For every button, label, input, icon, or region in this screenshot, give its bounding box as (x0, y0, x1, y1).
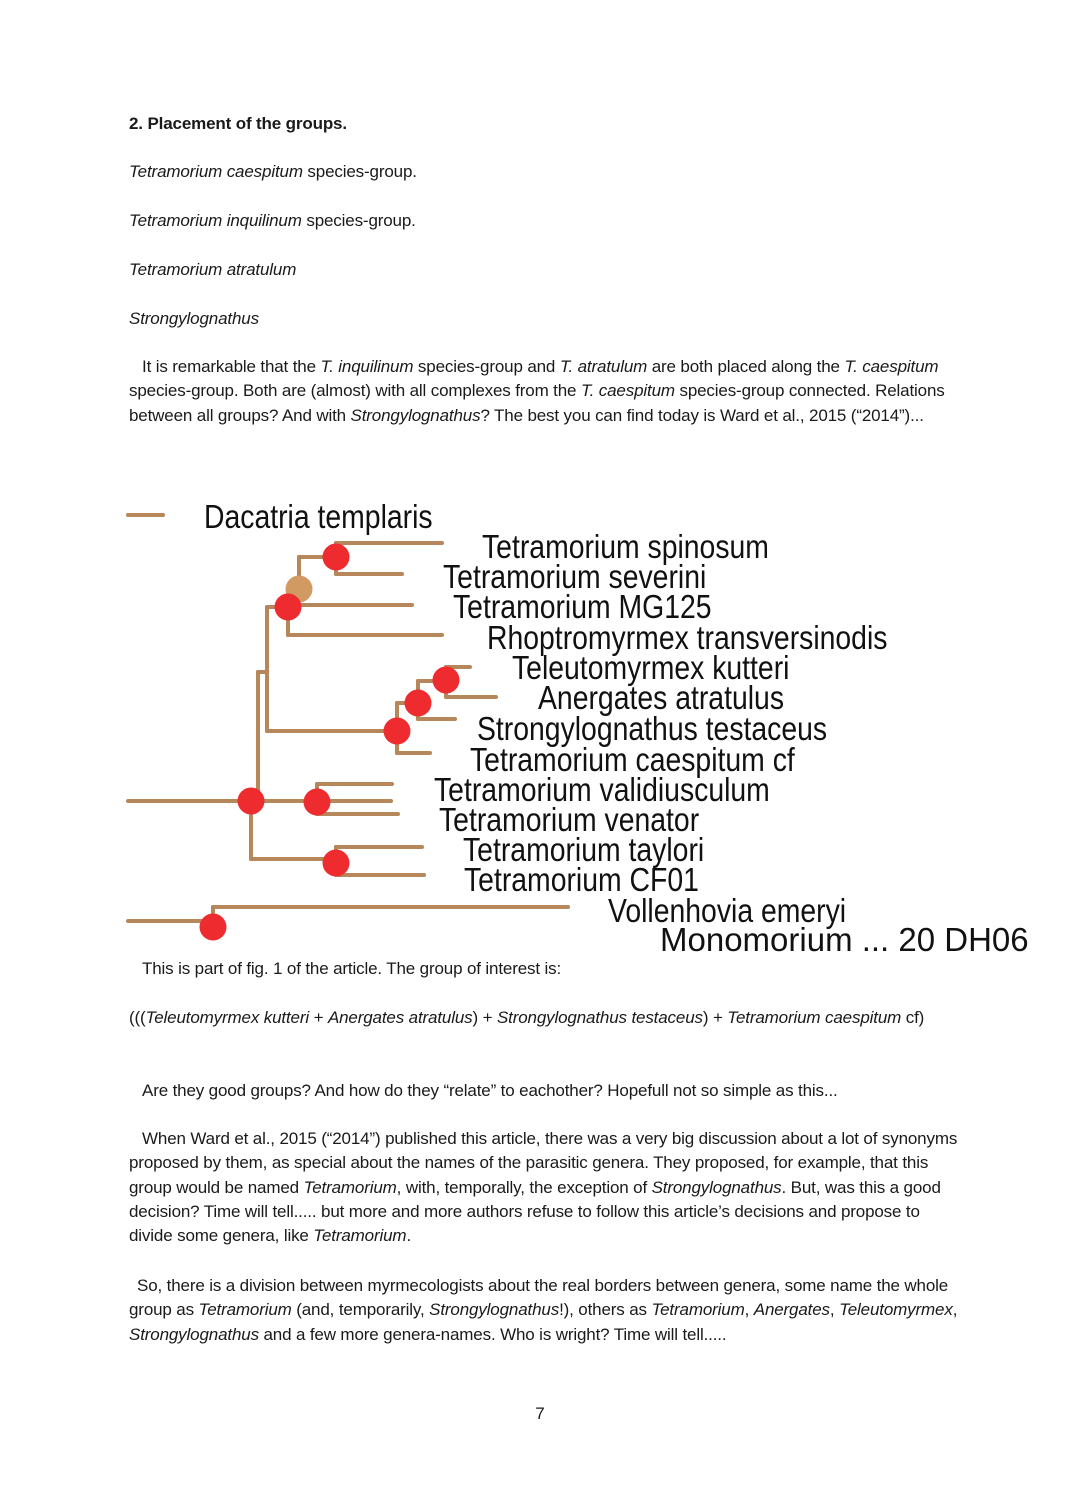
group-name: Strongylognathus (129, 309, 259, 328)
text-run: ? The best you can find today is Ward et al., 2015 (“2014”)... (480, 405, 924, 425)
italic-taxon-name: Strongylognathus (651, 1177, 782, 1197)
italic-taxon-name: Strongylognathus (350, 405, 481, 425)
paragraph-figure-caption (129, 957, 959, 981)
page-number: 7 (535, 1404, 545, 1423)
text-run: + (309, 1008, 328, 1027)
taxon-label: Rhoptromyrmex transversinodis (487, 618, 888, 657)
node-support-marker-red (384, 718, 411, 745)
text-run: ) + (702, 1008, 728, 1027)
group-item-caespitum (129, 160, 959, 184)
group-item-inquilinum (129, 209, 959, 233)
taxon-label: Tetramorium caespitum cf (469, 740, 795, 779)
italic-taxon-name: T. atratulum (559, 357, 648, 376)
phylogenetic-tree-figure (120, 495, 1029, 958)
text-run: When Ward et al., 2015 (“2014”) published this article, there was a very big discussion about a lot of synonyms proposed by them, as special about the names of the parasitic genera. They proposed, for example, that this group would be named (129, 1129, 958, 1197)
italic-taxon-name: Tetramorium (303, 1177, 397, 1197)
italic-taxon-name: Teleutomyrmex kutteri (145, 1008, 309, 1027)
tree-svg (120, 495, 1029, 958)
italic-taxon-name: T. caespitum (844, 357, 939, 376)
paragraph-division (129, 1274, 959, 1347)
text-run: ) + (472, 1008, 497, 1027)
text-run: , (744, 1300, 754, 1320)
taxon-label-clipped: Monomorium ... 20 DH06 (660, 921, 1029, 958)
text-run: !), others as (559, 1300, 652, 1320)
text-run: So, there is a division between myrmecologists about the real borders between genera, some name the whole group as (129, 1276, 949, 1320)
taxon-label: Tetramorium taylori (462, 830, 705, 869)
node-support-marker-red (405, 690, 432, 717)
text-run: , (952, 1300, 958, 1320)
paragraph-question (129, 1079, 959, 1103)
text-run: Are they good groups? And how do they “relate” to eachother? Hopefull not so simple as this... (142, 1081, 838, 1100)
text-run: species-group connected. Relations between all groups? And with (129, 381, 945, 425)
text-run: (and, temporarily, (291, 1300, 430, 1320)
paragraph-remarkable (129, 355, 959, 428)
taxon-label: Tetramorium MG125 (453, 587, 712, 626)
italic-taxon-name: T. inquilinum (320, 357, 414, 376)
node-support-marker-red (323, 544, 350, 571)
text-run: , (829, 1300, 840, 1320)
taxon-label: Anergates atratulus (538, 678, 785, 717)
italic-taxon-name: Tetramorium (651, 1300, 745, 1320)
group-item-strongylognathus (129, 307, 959, 331)
node-support-marker-red (304, 789, 331, 816)
italic-taxon-name: Tetramorium caespitum (727, 1008, 902, 1027)
text-run: . But, was this a good decision? Time will tell..... but more and more authors refuse to follow this article’s decisions and propose to divide some genera, like (129, 1177, 941, 1246)
italic-taxon-name: Tetramorium (313, 1226, 407, 1246)
italic-taxon-name: Tetramorium (198, 1300, 292, 1320)
italic-taxon-name: Anergates atratulus (327, 1008, 473, 1027)
node-support-marker-red (275, 594, 302, 621)
node-support-marker-red (238, 788, 265, 815)
text-run: species-group. Both are (almost) with all complexes from the (129, 381, 581, 401)
text-run: ((( (129, 1008, 146, 1027)
taxon-label: Tetramorium severini (442, 557, 707, 596)
text-run: It is remarkable that the (142, 357, 321, 376)
italic-taxon-name: Anergates (753, 1300, 830, 1320)
node-support-marker-red (200, 914, 227, 941)
italic-taxon-name: Strongylognathus (429, 1300, 560, 1320)
section-heading: 2. Placement of the groups. (129, 114, 347, 133)
italic-taxon-name: Teleutomyrmex (839, 1300, 953, 1320)
text-run: cf) (901, 1008, 925, 1027)
group-item-atratulum (129, 258, 959, 282)
paragraph-ward-discussion (129, 1127, 959, 1248)
taxon-label: Tetramorium venator (438, 800, 700, 839)
text-run: species-group and (413, 357, 560, 376)
paragraph-group-formula (129, 1006, 959, 1030)
node-support-marker-red (433, 667, 460, 694)
group-name: Tetramorium inquilinum (129, 211, 302, 230)
text-run: . (406, 1226, 412, 1246)
taxon-label: Vollenhovia emeryi (608, 891, 847, 930)
italic-taxon-name: Strongylognathus (129, 1324, 259, 1344)
taxon-label: Tetramorium validiusculum (433, 770, 770, 809)
group-name: Tetramorium caespitum (129, 162, 303, 181)
taxon-label: Tetramorium CF01 (464, 860, 699, 899)
italic-taxon-name: Strongylognathus testaceus (496, 1008, 703, 1027)
taxon-label: Teleutomyrmex kutteri (512, 648, 790, 687)
group-suffix: species-group. (302, 162, 417, 181)
group-name: Tetramorium atratulum (129, 260, 297, 279)
text-run: , with, temporally, the exception of (396, 1177, 652, 1197)
text-run: This is part of fig. 1 of the article. The group of interest is: (142, 959, 562, 978)
text-run: and a few more genera-names. Who is wright? Time will tell..... (258, 1324, 727, 1344)
taxon-label: Strongylognathus testaceus (476, 709, 828, 748)
node-support-marker-red (323, 850, 350, 877)
text-run: are both placed along the (647, 357, 845, 376)
group-suffix: species-group. (301, 211, 416, 230)
italic-taxon-name: T. caespitum (580, 381, 675, 401)
taxon-label: Tetramorium spinosum (481, 527, 769, 566)
taxon-label: Dacatria templaris (204, 497, 433, 536)
